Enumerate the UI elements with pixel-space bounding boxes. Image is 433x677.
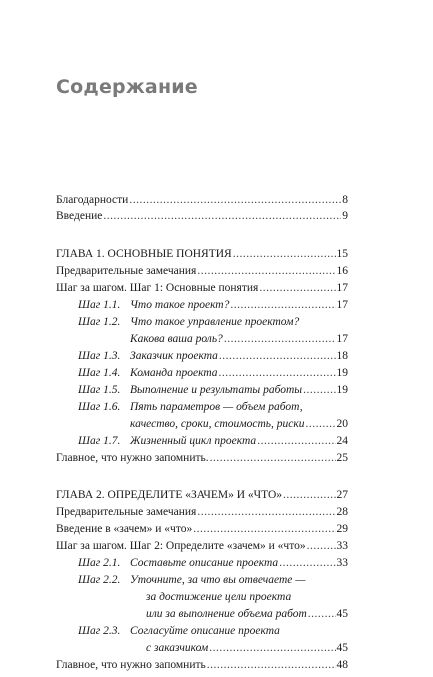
toc-chapter-2[interactable] <box>56 487 348 504</box>
toc-entry-text: Выполнение и результаты работы <box>130 384 303 396</box>
toc-step-label: Шаг 1.1. <box>78 299 121 311</box>
toc-step-2-1[interactable] <box>130 555 348 572</box>
toc-entry-text: Жизненный цикл проекта <box>130 435 257 447</box>
dot-leader <box>103 208 341 225</box>
toc-step-label: Шаг 1.4. <box>78 367 121 379</box>
toc-entry-page: 48 <box>336 659 348 671</box>
toc-entry-text: Главное, что нужно запомнить. <box>56 452 209 464</box>
toc-entry-page: 45 <box>336 608 348 620</box>
toc-step-2-2-line3[interactable] <box>146 606 348 623</box>
toc-entry-text: Введение в «зачем» и «что» <box>56 523 193 535</box>
toc-step-1-7[interactable] <box>130 433 348 450</box>
dot-leader <box>207 657 336 674</box>
toc-step-1-6-line2[interactable] <box>130 416 348 433</box>
toc-entry-text: Главное, что нужно запомнить <box>56 659 206 671</box>
toc-entry-text: Предварительные замечания <box>56 265 197 277</box>
toc-entry-page: 17 <box>336 333 348 345</box>
toc-entry-text: Предварительные замечания <box>56 506 197 518</box>
dot-leader <box>219 348 336 365</box>
dot-leader <box>230 297 335 314</box>
toc-entry-page: 17 <box>336 299 348 311</box>
toc-step-1-6-line1[interactable] <box>130 399 348 416</box>
toc-step-label: Шаг 1.3. <box>78 350 121 362</box>
toc-step-2-2-line2[interactable] <box>146 589 348 606</box>
toc-entry-text: Что такое управление проектом? <box>130 316 300 328</box>
toc-entry-text: Шаг за шагом. Шаг 1: Основные понятия <box>56 282 259 294</box>
toc-entry-text: Согласуйте описание проекта <box>130 625 280 637</box>
toc-step-label: Шаг 1.6. <box>78 401 121 413</box>
toc-step-2-3-line2[interactable] <box>146 640 348 657</box>
toc-step-2-3-line1[interactable] <box>130 623 348 640</box>
dot-leader <box>308 606 336 623</box>
dot-leader <box>197 263 335 280</box>
dot-leader <box>303 382 335 399</box>
toc-entry-page: 20 <box>336 418 348 430</box>
toc-step-1-2-line2[interactable] <box>130 331 348 348</box>
toc-entry-text: качество, сроки, стоимость, риски <box>130 418 305 430</box>
toc-step-label: Шаг 1.2. <box>78 316 121 328</box>
toc-entry-text: Составьте описание проекта <box>130 557 279 569</box>
toc-step-label: Шаг 2.1. <box>78 557 121 569</box>
toc-entry-text: с заказчиком <box>146 642 209 654</box>
dot-leader <box>193 521 335 538</box>
toc-entry-text: Заказчик проекта <box>130 350 218 362</box>
toc-chapter-1[interactable] <box>56 246 348 263</box>
toc-entry-ch2-stepby[interactable] <box>56 538 348 555</box>
toc-entry-page: 29 <box>336 523 348 535</box>
toc-entry-page: 33 <box>336 557 348 569</box>
toc-entry-introduction[interactable] <box>56 208 348 225</box>
page-title: Содержание <box>56 76 198 98</box>
toc-entry-ch2-intro[interactable] <box>56 521 348 538</box>
toc-entry-page: 25 <box>336 452 348 464</box>
dot-leader <box>219 365 336 382</box>
toc-entry-text: Благодарности <box>56 194 129 206</box>
toc-step-1-1[interactable] <box>130 297 348 314</box>
toc-entry-ch2-prelim[interactable] <box>56 504 348 521</box>
toc-entry-text: ГЛАВА 1. ОСНОВНЫЕ ПОНЯТИЯ <box>56 248 232 260</box>
dot-leader <box>307 538 336 555</box>
dot-leader <box>279 555 335 572</box>
toc-step-1-2-line1[interactable] <box>130 314 348 331</box>
toc-entry-text: Пять параметров — объем работ, <box>130 401 303 413</box>
dot-leader <box>129 192 341 209</box>
toc-entry-page: 45 <box>336 642 348 654</box>
toc-entry-ch2-summary[interactable] <box>56 657 348 674</box>
dot-leader <box>306 416 336 433</box>
toc-step-label: Шаг 1.5. <box>78 384 121 396</box>
toc-entry-text: или за выполнение объема работ <box>146 608 307 620</box>
toc-entry-text: Введение <box>56 210 103 222</box>
toc-entry-text: Шаг за шагом. Шаг 2: Определите «зачем» и «что» <box>56 540 306 552</box>
dot-leader <box>210 450 336 467</box>
dot-leader <box>233 246 336 263</box>
toc-entry-text: ГЛАВА 2. ОПРЕДЕЛИТЕ «ЗАЧЕМ» И «ЧТО» <box>56 489 283 501</box>
toc-step-1-4[interactable] <box>130 365 348 382</box>
toc-entry-page: 19 <box>336 384 348 396</box>
toc-entry-acknowledgements[interactable] <box>56 192 348 209</box>
dot-leader <box>259 280 335 297</box>
toc-entry-text: Какова ваша роль? <box>130 333 223 345</box>
toc-entry-text: Команда проекта <box>130 367 218 379</box>
dot-leader <box>257 433 335 450</box>
toc-entry-page: 33 <box>336 540 348 552</box>
toc-entry-page: 8 <box>342 194 348 206</box>
toc-entry-text: Что такое проект? <box>130 299 230 311</box>
dot-leader <box>197 504 335 521</box>
toc-step-label: Шаг 2.2. <box>78 574 121 586</box>
toc-entry-ch1-summary[interactable] <box>56 450 348 467</box>
toc-entry-page: 9 <box>342 210 348 222</box>
toc-step-1-3[interactable] <box>130 348 348 365</box>
toc-entry-page: 17 <box>336 282 348 294</box>
toc-step-label: Шаг 1.7. <box>78 435 121 447</box>
toc-entry-page: 19 <box>336 367 348 379</box>
dot-leader <box>224 331 336 348</box>
toc-step-label: Шаг 2.3. <box>78 625 121 637</box>
toc-entry-page: 15 <box>336 248 348 260</box>
toc-entry-ch1-prelim[interactable] <box>56 263 348 280</box>
toc-entry-page: 18 <box>336 350 348 362</box>
dot-leader <box>283 487 335 504</box>
toc-entry-ch1-stepby[interactable] <box>56 280 348 297</box>
toc-entry-page: 16 <box>336 265 348 277</box>
toc-entry-page: 24 <box>336 435 348 447</box>
toc-step-1-5[interactable] <box>130 382 348 399</box>
toc-step-2-2-line1[interactable] <box>130 572 348 589</box>
toc-entry-text: Уточните, за что вы отвечаете — <box>130 574 306 586</box>
toc-entry-page: 27 <box>336 489 348 501</box>
toc-entry-page: 28 <box>336 506 348 518</box>
dot-leader <box>209 640 335 657</box>
toc-entry-text: за достижение цели проекта <box>146 591 292 603</box>
